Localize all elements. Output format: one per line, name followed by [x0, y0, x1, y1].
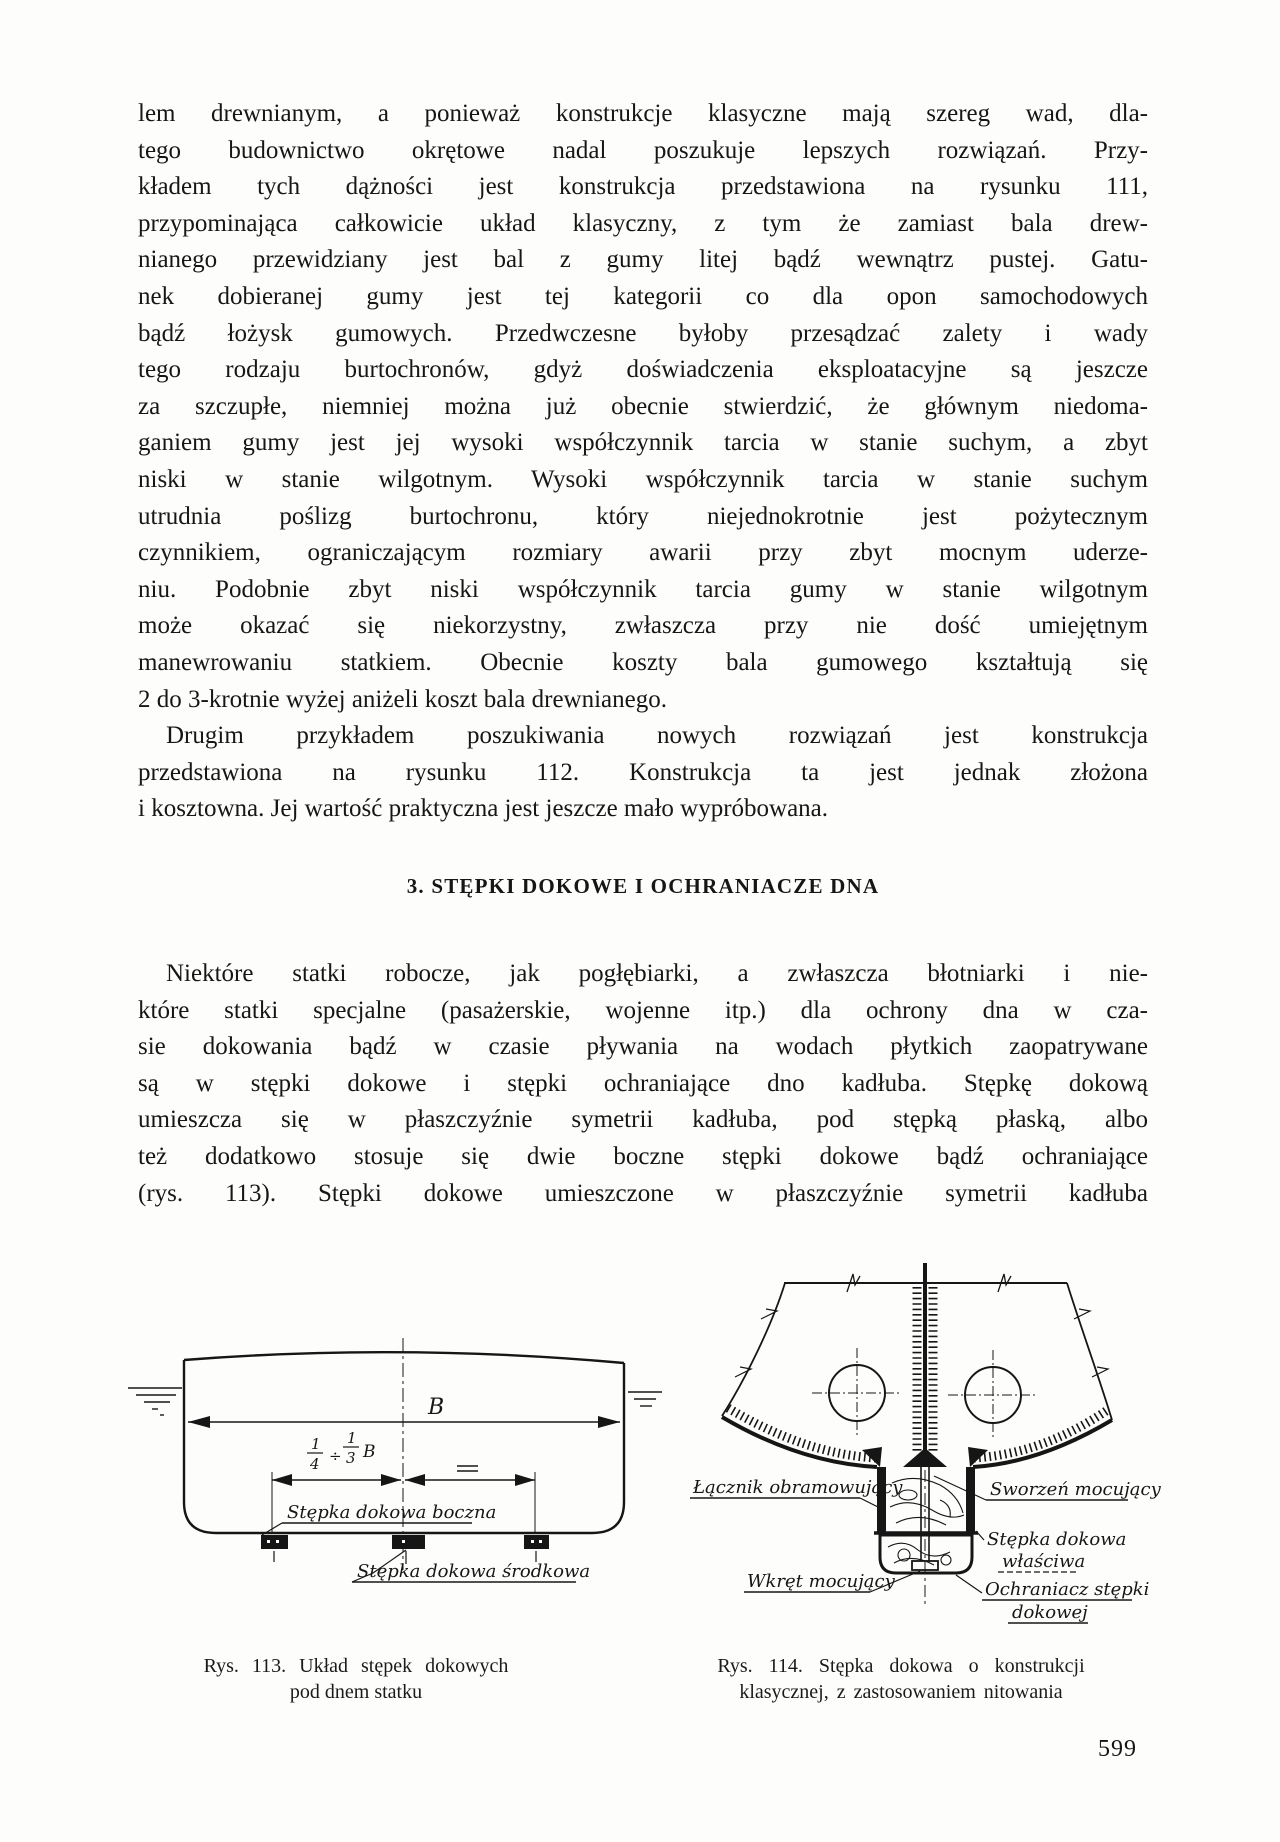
arrowhead [405, 1474, 425, 1486]
arrowhead-right [598, 1416, 620, 1428]
caption-line: klasycznej, z zastosowaniem nitowania [739, 1681, 1063, 1703]
deck-line [184, 1352, 624, 1363]
label-framing-connector: Łącznik obramowujący [693, 1477, 903, 1498]
text-line: które statki specjalne (pasażerskie, wojenne itp.) dla ochrony dna w cza- [138, 996, 1148, 1024]
text-line: umieszcza się w płaszczyźnie symetrii kadłuba, pod stępką płaską, albo [138, 1106, 1148, 1134]
text-line: za szczupłe, niemniej można już obecnie stwierdzić, że głównym niedoma- [138, 392, 1148, 420]
plate-cut-edge-right [1067, 1283, 1112, 1420]
fraction-label [307, 1429, 376, 1473]
label-dock-keel-proper-line1: Stępka dokowa [987, 1529, 1127, 1550]
caption-line: Rys. 114. Stępka dokowa o konstrukcji [717, 1655, 1085, 1677]
page-number: 599 [1098, 1736, 1137, 1762]
figure-114-riveted-dock-keel [640, 1255, 1180, 1635]
text-line: (rys. 113). Stępki dokowe umieszczone w płaszczyźnie symetrii kadłuba [138, 1179, 1148, 1207]
text-line: nianego przewidziany jest bal z gumy litej bądź wewnątrz pustej. Gatu- [138, 246, 1148, 274]
arrowhead [381, 1474, 401, 1486]
bottom-shell-right [973, 1420, 1112, 1467]
text-line: czynnikiem, ograniczającym rozmiary awarii przy zbyt mocnym uderze- [138, 539, 1148, 567]
text-line: tego rodzaju burtochronów, gdyż doświadczenia eksploatacyjne są jeszcze [138, 356, 1148, 384]
caption-line: Rys. 113. Układ stępek dokowych [203, 1655, 509, 1677]
plate-cut-edge-left [722, 1283, 785, 1416]
paragraph-rubber-fenders [138, 96, 1148, 718]
text-line: bądź łożysk gumowych. Przedwczesne byłoby przesądzać zalety i wady [138, 319, 1148, 347]
text-line: i kosztowna. Jej wartość praktyczna jest jeszcze mało wypróbowana. [138, 795, 829, 823]
text-line: lem drewnianym, a ponieważ konstrukcje klasyczne mają szereg wad, dla- [138, 100, 1148, 127]
text-line: sie dokowania bądź w czasie pływania na wodach płytkich zaopatrywane [138, 1033, 1148, 1061]
label-fixing-screw: Wkręt mocujący [747, 1571, 895, 1592]
svg-text:1: 1 [311, 1435, 321, 1453]
svg-text:3: 3 [346, 1449, 356, 1467]
label-keel-protector-line2: dokowej [1012, 1602, 1088, 1623]
svg-text:1: 1 [347, 1429, 357, 1447]
figure-114-caption [640, 1653, 1162, 1705]
label-leader [976, 1531, 984, 1540]
section-heading: 3. STĘPKI DOKOWE I OCHRANIACZE DNA [406, 874, 880, 898]
figure-113-caption [136, 1653, 576, 1705]
arrowhead [515, 1474, 535, 1486]
svg-text:4: 4 [310, 1455, 320, 1473]
text-line: kładem tych dążności jest konstrukcja przedstawiona na rysunku 111, [138, 173, 1148, 201]
label-keel-protector-line1: Ochraniacz stępki [985, 1579, 1150, 1600]
svg-text:÷: ÷ [329, 1447, 342, 1465]
lightening-hole-right [948, 1350, 1038, 1440]
label-fixing-bolt: Sworzeń mocujący [990, 1479, 1161, 1500]
text-line: są w stępki dokowe i stępki ochraniające dno kadłuba. Stępkę dokową [138, 1069, 1148, 1097]
text-line: 2 do 3-krotnie wyżej aniżeli koszt bala drewnianego. [138, 685, 667, 713]
paragraph-dock-keels [138, 956, 1148, 1212]
svg-text:B: B [363, 1442, 376, 1462]
text-line: nek dobieranej gumy jest tej kategorii co dla opon samochodowych [138, 282, 1148, 310]
text-line: ganiem gumy jest jej wysoki współczynnik tarcia w stanie suchym, a zbyt [138, 429, 1148, 457]
arrowhead-left [188, 1416, 210, 1428]
text-line: Drugim przykładem poszukiwania nowych rozwiązań jest konstrukcja [166, 722, 1148, 749]
text-line: manewrowaniu statkiem. Obecnie koszty bala gumowego kształtują się [138, 648, 1148, 676]
waterline-mark-left [128, 1388, 182, 1415]
label-leader [860, 1498, 878, 1507]
caption-line: pod dnem statku [289, 1681, 423, 1703]
breadth-label: B [428, 1395, 445, 1420]
dock-keel-blocks [261, 1535, 549, 1564]
arrowhead [272, 1474, 292, 1486]
text-line: przedstawiona na rysunku 112. Konstrukcja ta jest jednak złożona [138, 758, 1148, 786]
label-leader [934, 1476, 986, 1500]
label-side-dock-keel: Stępka dokowa boczna [287, 1502, 497, 1523]
break-mark [735, 1367, 751, 1377]
text-line: Niektóre statki robocze, jak pogłębiarki, a zwłaszcza błotniarki i nie- [166, 960, 1148, 987]
text-line: też dodatkowo stosuje się dwie boczne stępki dokowe bądź ochraniające [138, 1142, 1148, 1170]
label-dock-keel-proper-line2: właściwa [1002, 1551, 1086, 1572]
figure-113-dock-keel-layout [110, 1330, 670, 1620]
text-line: tego budownictwo okrętowe nadal poszukuje lepszych rozwiązań. Przy- [138, 136, 1148, 164]
text-line: niski w stanie wilgotnym. Wysoki współczynnik tarcia w stanie suchym [138, 465, 1148, 493]
framing-bar-right [966, 1467, 975, 1533]
text-line: może okazać się niekorzystny, zwłaszcza przy nie dość umiejętnym [138, 612, 1148, 640]
equals-mark [457, 1466, 478, 1471]
lightening-hole-left [812, 1348, 902, 1438]
label-center-dock-keel: Stępka dokowa środkowa [357, 1561, 591, 1582]
label-leader [956, 1575, 982, 1593]
text-line: niu. Podobnie zbyt niski współczynnik tarcia gumy w stanie wilgotnym [138, 575, 1148, 603]
text-line: utrudnia poślizg burtochronu, który niejednokrotnie jest pożytecznym [138, 502, 1148, 530]
paragraph-second-example [138, 718, 1148, 828]
text-line: przypominająca całkowicie układ klasyczny, z tym że zamiast bala drew- [138, 209, 1148, 237]
